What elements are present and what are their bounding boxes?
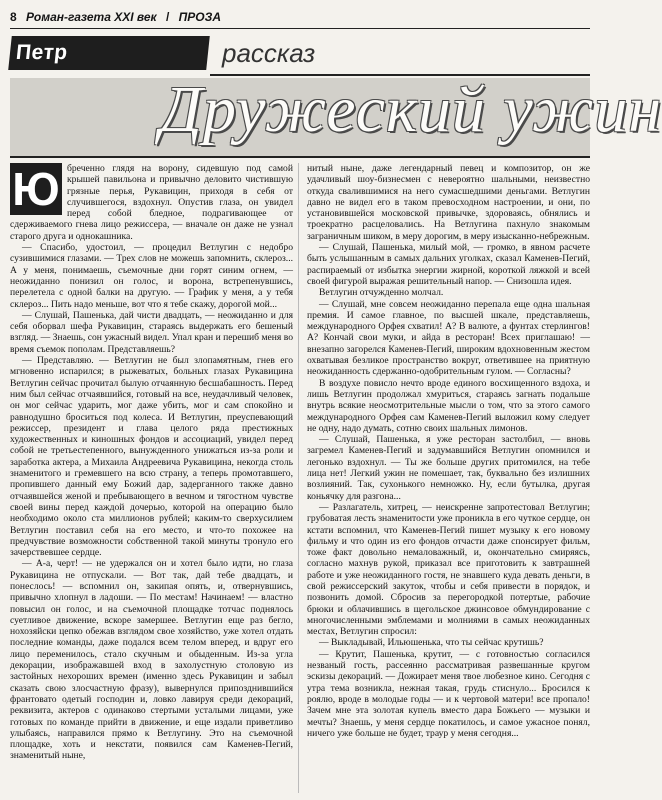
publication-name: Роман-газета XXI век: [26, 10, 157, 24]
paragraph: бреченно глядя на ворону, сидевшую под самой крышей павильона и привычно деловито чистившую грязные перья, Рукавицин, приходя в себя от случившегося, вздохнул. Опустив глаза, он увидел перед собой бледное, подрагивающее от сдерживаемого гнева лицо режиссера, — вначале он даже не узнал старого друга и однокашника.: [10, 163, 293, 242]
drop-cap: Ю: [10, 163, 62, 215]
paragraph: — Представляю. — Ветлугин не был злопамятным, гнев его мгновенно испарился; в рыжеватых, больных глазах Рукавицина Ветлугин сейчас прочитал былую отчаянную бесшабашность. Перед ним был сейчас отчаявшийся, готовый на все, неудачливый человек, он мог сейчас ударить, мог даже убить, мог и сам спокойно и равнодушно броситься под колеса. И Ветлугин, преуспевающий режиссер, президент и глава целого ряда престижных художественных и киношных фондов и ассоциаций, увидел перед собой не третьестепенного, вынужденного унижаться из-за роли и заработка актера, а Михаила Андреевича Рукавицина, некогда столь знаменитого и гремевшего на всю страну, а теперь промотавшего, пропившего данный ему Божий дар, задерганного также давно отчаявшейся женой и пребывающего в вечном и тягостном чувстве своей вины перед каждой дочерью, которой на операцию было необходимо около ста миллионов рублей; каким-то сверхусилием Ветлугин поставил себя на его место, и что-то похожее на предчувствие возможности собственной такой минуты тронуло его зачерствевшее сердце.: [10, 355, 293, 559]
page-number: 8: [10, 10, 17, 24]
story-title: Дружеский ужин: [160, 73, 662, 146]
page-header: [10, 10, 590, 29]
title-rule-bottom: [10, 156, 590, 158]
paragraph: — Слушай, Пашенька, дай чисти двадцать, — неожиданно и для себя оборвал шефа Рукавицин, стараясь выдержать его бешеный взгляд. — Знаешь, сон ужасный видел. Упал кран и перешиб меня во время съемок пополам. Представляешь?: [10, 309, 293, 355]
section-name: ПРОЗА: [178, 10, 222, 24]
header-separator: /: [165, 10, 170, 24]
paragraph: — Разлагатель, хитрец, — неискренне запротестовал Ветлугин; грубоватая лесть знаменитости уже проникла в его чуткое сердце, он кстати вспомнил, что Каменев-Пегий пишет музыку к его новому фильму и что один из его фондов отчасти даже спонсирует фильм, тоже факт довольно немаловажный, и, окончательно смиряясь, согласно махнув рукой, приказал все приготовить к завтрашней работе и уже неожиданного гостя, не знавшего куда девать деньги, в свой режиссерский закуток, чтобы и себя привести в порядок, и позвонить домой. Сбросив за перегородкой потертые, рабочие брюки и облачившись в щегольское джинсовое обмундирование с многочисленными эмблемами и молниями в самых неожиданных местах, Ветлугин спросил:: [307, 501, 590, 638]
paragraph: — Слушай, Пашенька, милый мой, — громко, в явном расчете быть услышанным в самых дальних уголках, сказал Каменев-Пегий, распираемый от избытка энергии жирной, короткой ляжкой и всей своей фигурой выражая решительный напор. — Снизошла идея.: [307, 242, 590, 287]
paragraph: — Слушай, мне совсем неожиданно перепала еще одна шальная премия. И самое главное, по высшей шкале, представляешь, международного Орфея схватил! А? В валюте, а фунтах стерлингов! А? Кончай свои муки, и айда в ресторан! Всех приглашаю! — внезапно загорелся Каменев-Пегий, широким вдохновенным жестом охватывая безликое пространство вокруг, ответившее на приятную неожиданность сдержанно-одобрительным гулом. — Согласны?: [307, 298, 590, 378]
column-divider: [298, 163, 299, 793]
left-column: [10, 163, 293, 793]
paragraph: — Крутит, Пашенька, крутит, — с готовностью согласился незваный гость, рассеянно рассматривая развешанные кругом эскизы декораций. — Дожирает меня твое любезное кино. Сегодня с утра тема возникла, нежная такая, грудь стиснуло... Бросился к роялю, вроде в молодые годы — и к чертовой матери! все пропало! Зачем мне эта золотая купель вместо дара Божьего — музыки и мечты? Знаешь, у меня сердце покатилось, и самое ужасное понял, ничего уже больше не будет, траур у меня сегодня...: [307, 648, 590, 739]
paragraph: — Спасибо, удостоил, — процедил Ветлугин с недобро сузившимися глазами. — Трех слов не можешь запомнить, склероз... А у меня, понимаешь, съемочные дни горят синим огнем, — неожиданно понизил он голос, и ворона, встрепенувшись, перелетела с одной балки на другую. — График у меня, а у тебя склероз... Пить надо меньше, вот что я тебе скажу, дорогой мой...: [10, 242, 293, 310]
paragraph: Ветлугин отчужденно молчал.: [319, 287, 444, 299]
paragraph: нитый ныне, даже легендарный певец и композитор, он же удачливый шоу-бизнесмен с невероятно шальными, неизвестно откуда свалившимися на него сумасшедшими деньгами. Ветлугин давно не видел его в таком превосходном настроении, и они, по установившейся московской привычке, здороваясь, обнялись и троекратно расцеловались. На Ветлугина пахнуло знакомым заграничным шиком, в меру дорогим, в меру изысканно-небрежным.: [307, 163, 590, 242]
paragraph: — А-а, черт! — не удержался он и хотел было идти, но глаза Рукавицина не отпускали. — Вот так, дай тебе двадцать, и понеслось! — вспомнил он, закипая опять, и, отвернувшись, привычно хлопнул в ладоши. — По местам! Начинаем! — властно повысил он голос, и на съемочной площадке тотчас поднялось суетливое движение, вскоре замершее. Ветлугин еще раз бегло, нохозяйски цепко обежав взглядом свое хозяйство, уже хотел отдать последние команды, даже подался всем телом вперед, и вдруг его лицо переменилось, стало скучным и обыденным. Из-за угла декорации, изображавшей вход в захолустную столовую из застойных нехороших времен (именно здесь Рукавицин и забыл сказать свою злосчастную фразу), вывернулся припозднившийся франтовато одетый господин и, ловко лавируя среди декораций, реквизита, актеров с одинаково стертыми усталыми лицами, уже готовых по команде прийти в движение, и еще издали приветливо улыбаясь, направился прямо к Ветлугину. Это на съемочной площадке, хоть и некстати, появился сам Каменев-Пегий, знаменитый ныне,: [10, 558, 293, 762]
genre-label: рассказ: [222, 38, 316, 68]
author-name: Петр: [8, 36, 210, 70]
paragraph: — Слушай, Пашенька, я уже ресторан застолбил, — вновь загремел Каменев-Пегий и задумавшийся Ветлугин опомнился и легонько вздохнул. — Ты же больше других притомился, на тебе лица нет! Легкий ужин не помешает, так, буквально без излишних возлияний. Так, сухонького немножко. Ну, если бутылка, другая коньячку для разгона...: [307, 434, 590, 502]
paragraph: — Выкладывай, Ильюшенька, что ты сейчас крутишь?: [319, 637, 544, 649]
paragraph: В воздухе повисло нечто вроде единого восхищенного вздоха, и лишь Ветлугин продолжал хмуриться, стараясь загнать подальше внутрь всякие неосмотрительные мысли о том, что за этого самого международного Орфея сам Каменев-Пегий выложил кому следует не одну, надо думать, сотню своих шальных лимонов.: [307, 377, 590, 434]
right-column: [307, 163, 590, 793]
